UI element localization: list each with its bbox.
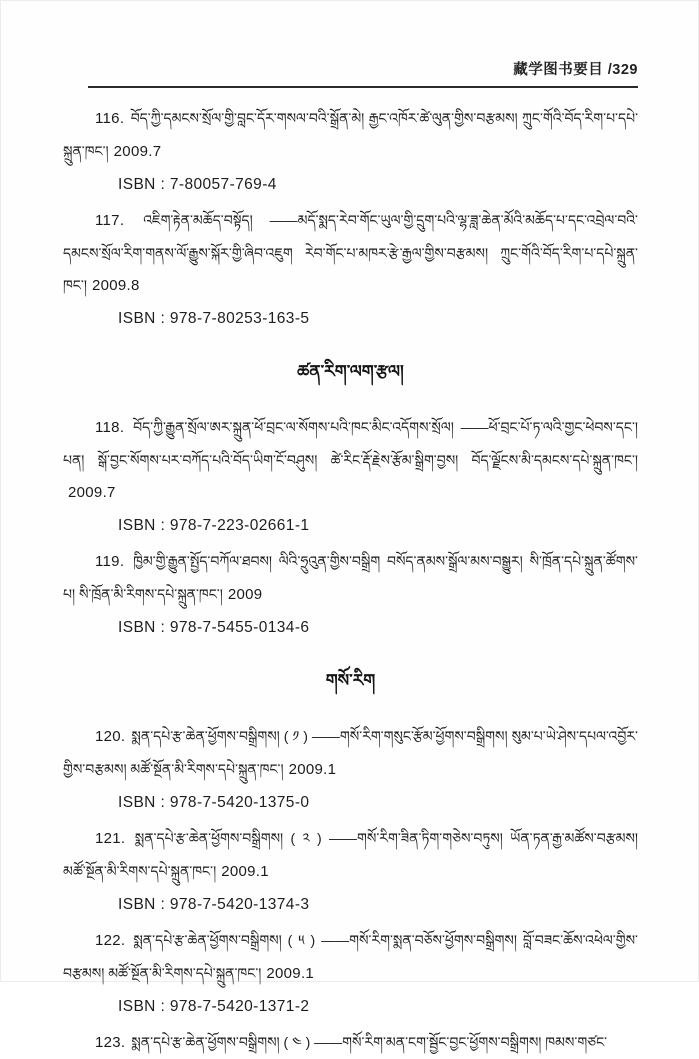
entry-body: [63, 720, 638, 786]
entry-number: 117.: [95, 212, 125, 229]
bibliography-entry-116: [63, 102, 638, 201]
entry-isbn: ISBN : 7-80057-769-4: [118, 176, 277, 193]
entry-body: [63, 204, 638, 302]
entry-isbn: ISBN : 978-7-5420-1371-2: [118, 998, 310, 1015]
entry-body: [63, 102, 638, 168]
entry-number: 121.: [95, 830, 126, 847]
running-header: 藏学图书要目 /329: [88, 58, 638, 88]
entry-date: 2009.7: [113, 143, 162, 160]
entry-number: 122.: [95, 932, 126, 949]
bibliography-entry-123: [63, 1026, 638, 1059]
entry-isbn: ISBN : 978-7-5455-0134-6: [118, 619, 310, 636]
entry-body: [63, 822, 638, 888]
entry-date: 2009.8: [91, 277, 140, 294]
bibliography-entry-122: [63, 924, 638, 1023]
entry-text-tibetan: སྨན་དཔེ་རྩ་ཆེན་ཕྱོགས་བསྒྲིགས། ( ༤ ) ——གསོ་རིག་མན་ངག་སྦྱོང་བྱང་ཕྱོགས་བསྒྲིགས། ཁམས་གཙང་: [131, 1034, 608, 1050]
bibliography-entry-120: [63, 720, 638, 819]
entry-date: 2009.1: [288, 761, 337, 778]
entry-number: 120.: [95, 728, 126, 745]
entry-isbn: ISBN : 978-7-5420-1375-0: [118, 794, 310, 811]
bibliography-entry-117: [63, 204, 638, 335]
bibliography-list: [63, 102, 638, 1059]
bibliography-entry-119: [63, 545, 638, 644]
entry-isbn: ISBN : 978-7-80253-163-5: [118, 310, 310, 327]
entry-text-tibetan: ཁྱིམ་གྱི་རྒྱུན་སྤྱོད་བཀོལ་ཐབས། ལིའི་ཧྲུའུན་གྱིས་བསྒྲིག བསོད་ནམས་སྒྲོལ་མས་བསྒྱུར། སི་ཁྲོན་དཔེ་སྐྲུན་ཚོགས་པ། སི་ཁྲོན་མི་རིགས་དཔེ་སྐྲུན་ཁང་།: [63, 553, 638, 602]
entry-number: 116.: [95, 110, 125, 127]
entry-body: [63, 411, 638, 509]
entry-text-tibetan: སྨན་དཔེ་རྩ་ཆེན་ཕྱོགས་བསྒྲིགས། ( ༥ ) ——གསོ་རིག་སྨན་བཅོས་ཕྱོགས་བསྒྲིགས། བློ་བཟང་ཆོས་འཕེལ་གྱིས་བརྩམས། མཚོ་སྔོན་མི་རིགས་དཔེ་སྐྲུན་ཁང་།: [63, 932, 638, 981]
entry-number: 119.: [95, 553, 125, 570]
entry-text-tibetan: སྨན་དཔེ་རྩ་ཆེན་ཕྱོགས་བསྒྲིགས། ( ༢ ) ——གསོ་རིག་ཟིན་ཏིག་གཅེས་བཏུས། ཡོན་ཏན་རྒྱ་མཚོས་བརྩམས། མཚོ་སྔོན་མི་རིགས་དཔེ་སྐྲུན་ཁང་།: [63, 830, 639, 879]
entry-text-tibetan: སྨན་དཔེ་རྩ་ཆེན་ཕྱོགས་བསྒྲིགས། ( ༡ ) ——གསོ་རིག་གསུང་རྩོམ་ཕྱོགས་བསྒྲིགས། སུམ་པ་ཡེ་ཤེས་དཔལ་འབྱོར་གྱིས་བརྩམས། མཚོ་སྔོན་མི་རིགས་དཔེ་སྐྲུན་ཁང་།: [63, 728, 638, 777]
entry-body: [63, 1026, 638, 1059]
section-heading-science-technology: ཚན་རིག་ལག་རྩལ།: [297, 362, 404, 381]
bibliography-entry-118: [63, 411, 638, 542]
section-heading-medicine: གསོ་རིག: [325, 671, 376, 690]
entry-isbn: ISBN : 978-7-5420-1374-3: [118, 896, 310, 913]
bibliography-entry-121: [63, 822, 638, 921]
entry-number: 118.: [95, 419, 125, 436]
entry-date: 2009.1: [266, 965, 315, 982]
entry-body: [63, 545, 638, 611]
entry-date: 2009.7: [68, 484, 116, 501]
entry-date: 2009: [227, 586, 263, 603]
entry-text-tibetan: བོད་ཀྱི་དམངས་སྲོལ་གྱི་བླང་དོར་གསལ་བའི་སྒྲོན་མེ། རྒྱང་འཁོར་ཚེ་ལུན་གྱིས་བརྩམས། ཀྲུང་གོའི་བོད་རིག་པ་དཔེ་སྐྲུན་ཁང་།: [63, 110, 639, 159]
entry-text-tibetan: འཇིག་རྟེན་མཆོད་བསྟོད། ——མདོ་སྨད་རེབ་གོང་ཡུལ་གྱི་དྲུག་པའི་ལྷ་ཟླ་ཆེན་མོའི་མཆོད་པ་དང་འབྲེལ་བའི་དམངས་སྲོལ་རིག་གནས་ལོ་རྒྱུས་སྐོར་གྱི་ཞིབ་འཇུག རེབ་གོང་པ་མཁར་རྩེ་རྒྱལ་གྱིས་བརྩམས། ཀྲུང་གོའི་བོད་རིག་པ་དཔེ་སྐྲུན་ཁང་།: [63, 212, 638, 293]
entry-date: 2009.1: [221, 863, 269, 880]
entry-text-tibetan: བོད་ཀྱི་རྒྱུན་སྲོལ་ཨར་སྐྲུན་ཕོ་བྲང་ལ་སོགས་པའི་ཁང་མིང་འདོགས་སྲོལ། ——ཕོ་བྲང་པོ་ཏ་ལའི་གྱང་ཕེབས་དང་། པན། སྒོ་བྱང་སོགས་པར་བཀོད་པའི་བོད་ཡིག་ངོ་བཤུས། ཚེ་རིང་རྡོ་རྗེས་རྩོམ་སྒྲིག་བྱས། བོད་ལྗོངས་མི་དམངས་དཔེ་སྐྲུན་ཁང་།: [63, 419, 639, 468]
entry-isbn: ISBN : 978-7-223-02661-1: [118, 517, 310, 534]
entry-body: [63, 924, 638, 990]
entry-number: 123.: [95, 1034, 126, 1051]
